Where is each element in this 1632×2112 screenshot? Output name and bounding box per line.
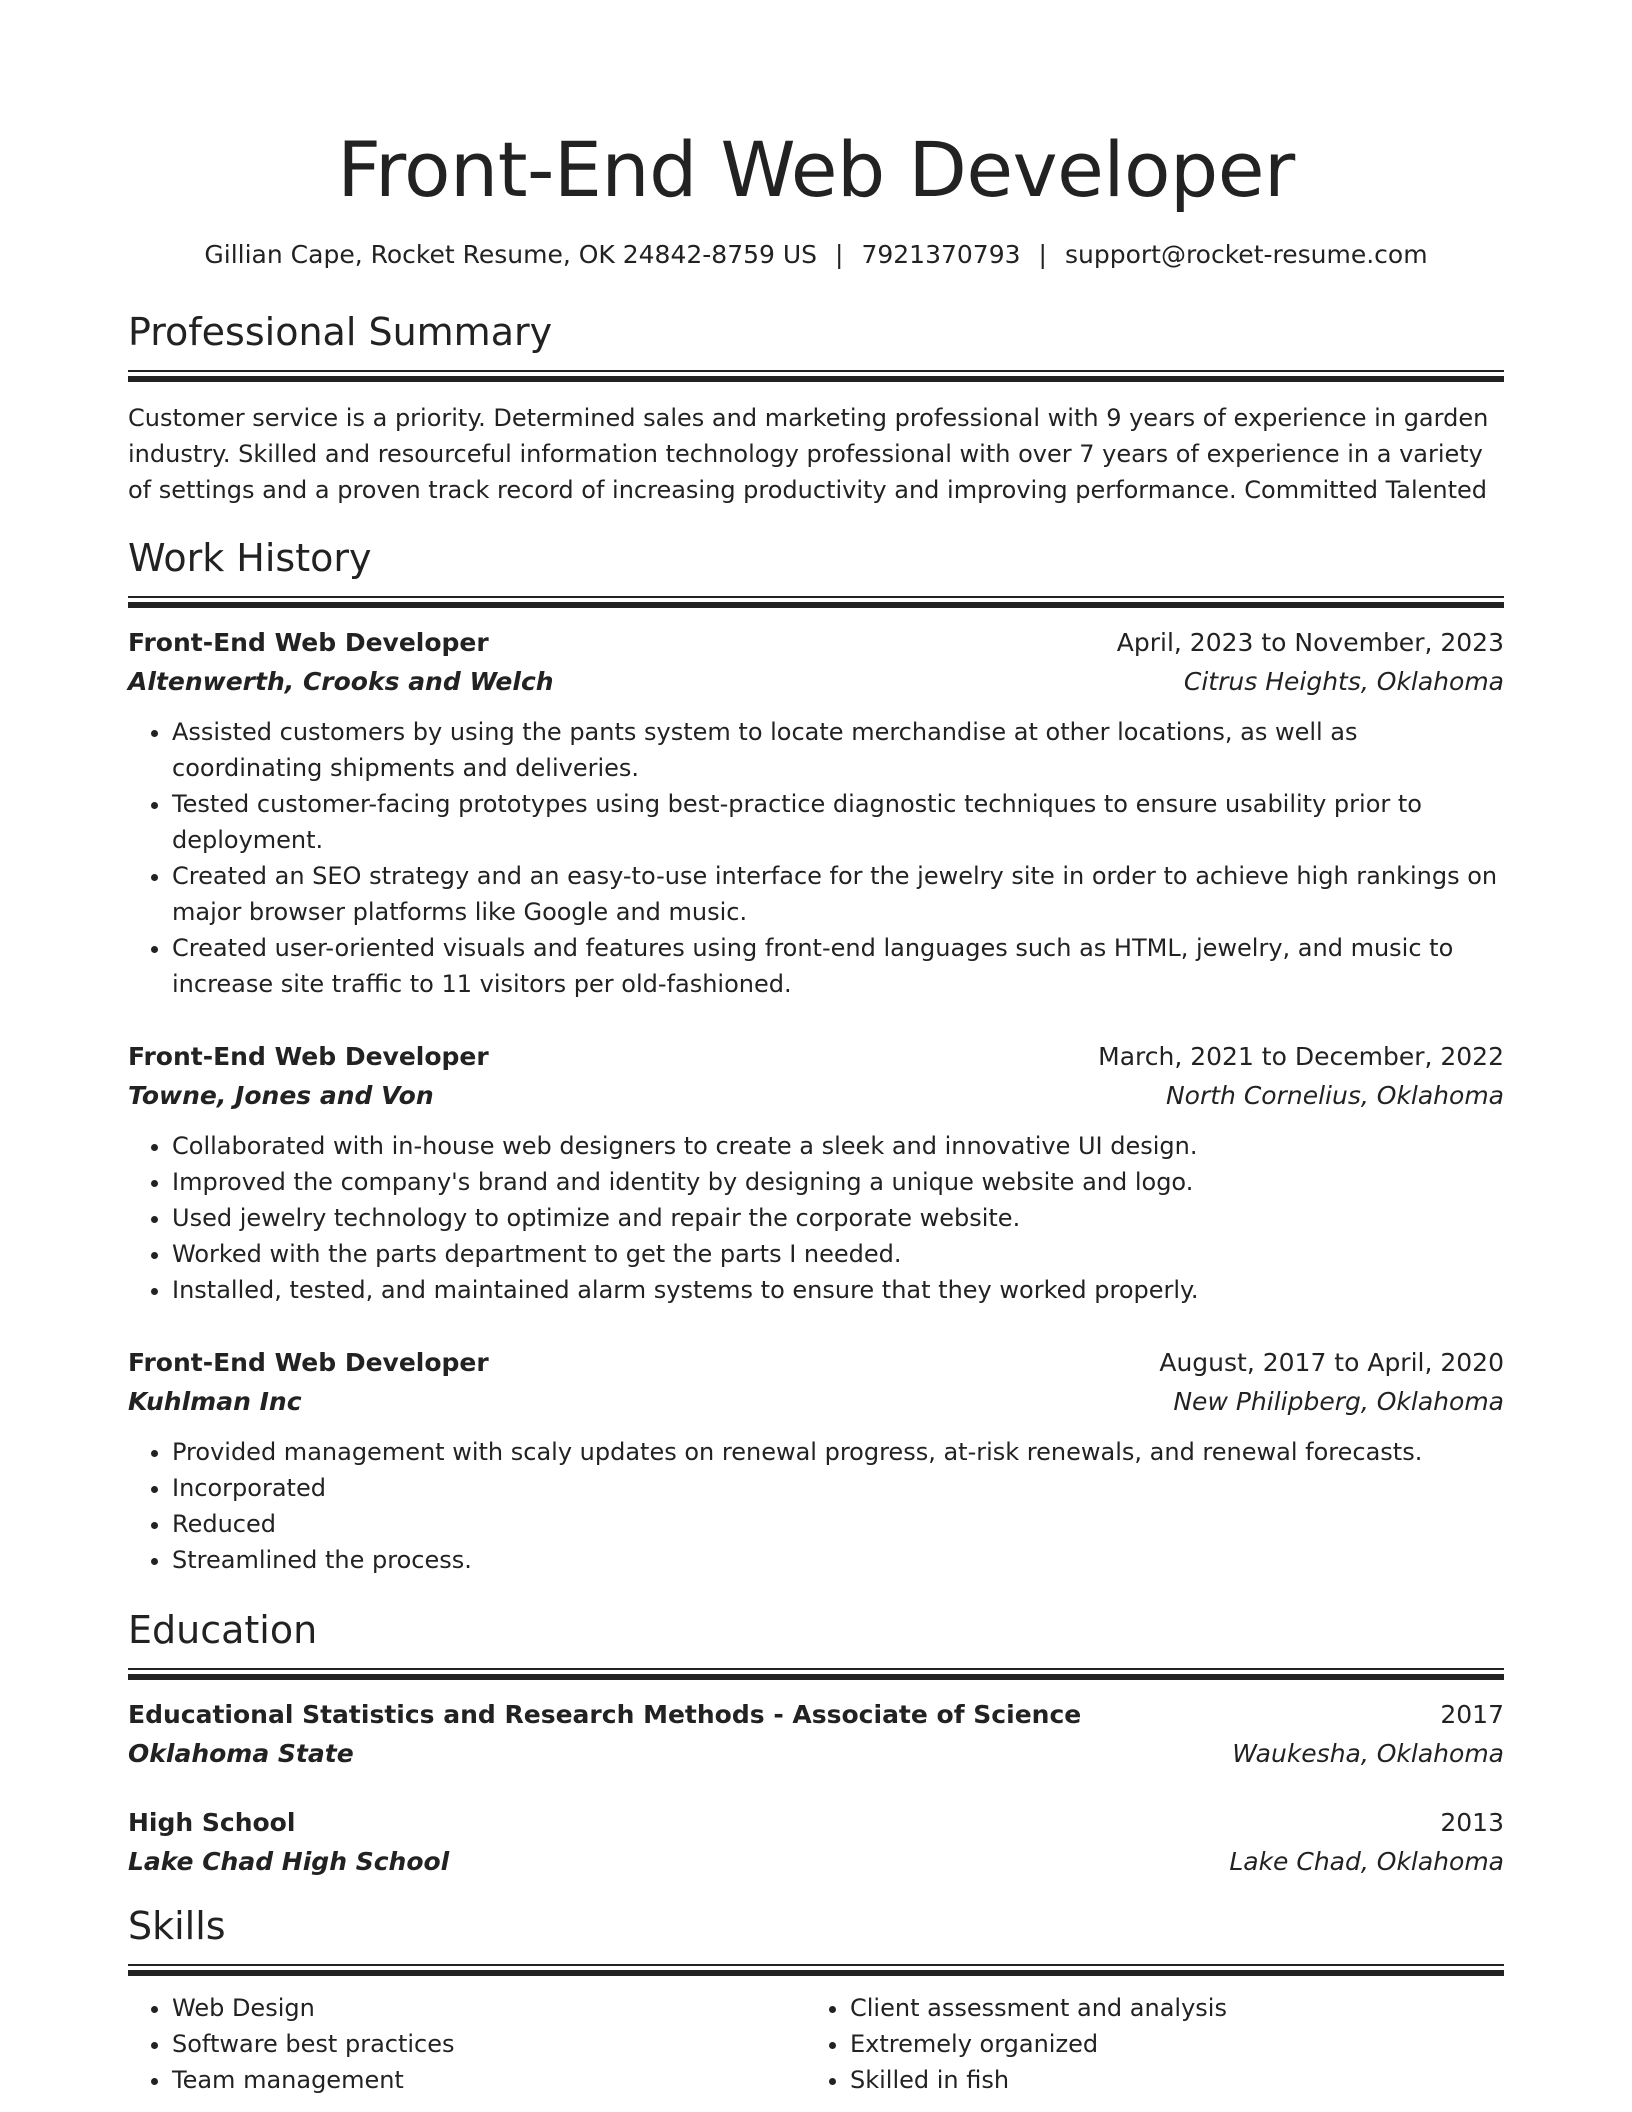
- job-bullets: [128, 1128, 1504, 1308]
- job-bullets: [128, 714, 1504, 1002]
- education-year: 2017: [1440, 1700, 1504, 1729]
- education-entry: [128, 1696, 1504, 1774]
- job-dates: March, 2021 to December, 2022: [1098, 1042, 1504, 1071]
- section-divider: [128, 596, 1504, 608]
- job-company-row: [128, 662, 1504, 702]
- education-heading: Education: [128, 1608, 318, 1652]
- contact-separator: |: [835, 240, 844, 269]
- contact-separator: |: [1038, 240, 1047, 269]
- education-location: Lake Chad, Oklahoma: [1229, 1847, 1504, 1876]
- education-school-row: [128, 1734, 1504, 1774]
- resume-page: [128, 0, 1504, 2098]
- contact-line: [128, 238, 1504, 272]
- job-company: Kuhlman Inc: [128, 1387, 302, 1416]
- job-bullet: • Used jewelry technology to optimize and repair the corporate website.: [172, 1200, 1504, 1236]
- job-bullet: • Provided management with scaly updates on renewal progress, at-risk renewals, and renewal forecasts.: [172, 1434, 1504, 1470]
- section-divider: [128, 1668, 1504, 1680]
- skill-item: • Web Design: [172, 1990, 806, 2026]
- skill-item: • Skilled in fish: [850, 2062, 1484, 2098]
- job-bullets: [128, 1434, 1504, 1578]
- job-bullet: • Reduced: [172, 1506, 1504, 1542]
- job-company: Altenwerth, Crooks and Welch: [128, 667, 554, 696]
- summary-text: Customer service is a priority. Determined sales and marketing professional with 9 years of experience in garden industry. Skilled and resourceful information technology professional with over 7 years of experience in a variety of settings and a proven track record of increasing productivity and improving performance. Committed Talented: [128, 404, 1489, 504]
- education-entry: [128, 1804, 1504, 1882]
- job-location: North Cornelius, Oklahoma: [1165, 1081, 1504, 1110]
- contact-email: support@rocket-resume.com: [1064, 240, 1428, 269]
- education-school-row: [128, 1842, 1504, 1882]
- job-dates: April, 2023 to November, 2023: [1116, 628, 1504, 657]
- skill-item: • Extremely organized: [850, 2026, 1484, 2062]
- contact-phone: 7921370793: [861, 240, 1021, 269]
- skills-column-left: [128, 1990, 806, 2098]
- job-title: Front-End Web Developer: [128, 1348, 489, 1377]
- job-bullet: • Streamlined the process.: [172, 1542, 1504, 1578]
- skill-item: • Team management: [172, 2062, 806, 2098]
- education-location: Waukesha, Oklahoma: [1232, 1739, 1504, 1768]
- job-bullet: • Incorporated: [172, 1470, 1504, 1506]
- job-bullet: • Worked with the parts department to get the parts I needed.: [172, 1236, 1504, 1272]
- job-title: Front-End Web Developer: [128, 628, 489, 657]
- job-bullet: • Installed, tested, and maintained alarm systems to ensure that they worked properly.: [172, 1272, 1504, 1308]
- section-divider: [128, 1964, 1504, 1976]
- job-title-row: [128, 1344, 1504, 1382]
- resume-title: Front-End Web Developer: [337, 125, 1295, 214]
- section-divider: [128, 370, 1504, 382]
- skill-item: • Client assessment and analysis: [850, 1990, 1484, 2026]
- job-bullet: • Improved the company's brand and identity by designing a unique website and logo.: [172, 1164, 1504, 1200]
- job-bullet: • Assisted customers by using the pants system to locate merchandise at other locations, as well as coordinating shipments and deliveries.: [172, 714, 1504, 786]
- job-company: Towne, Jones and Von: [128, 1081, 434, 1110]
- job-bullet: • Created an SEO strategy and an easy-to-use interface for the jewelry site in order to achieve high rankings on major browser platforms like Google and music.: [172, 858, 1504, 930]
- job-title: Front-End Web Developer: [128, 1042, 489, 1071]
- job-location: Citrus Heights, Oklahoma: [1183, 667, 1504, 696]
- job-location: New Philipberg, Oklahoma: [1173, 1387, 1504, 1416]
- job-bullet: • Collaborated with in-house web designers to create a sleek and innovative UI design.: [172, 1128, 1504, 1164]
- education-degree: High School: [128, 1808, 296, 1837]
- skills-heading: Skills: [128, 1904, 226, 1948]
- skills-grid: [128, 1990, 1504, 2098]
- job-title-row: [128, 1038, 1504, 1076]
- job-company-row: [128, 1076, 1504, 1116]
- job-bullet: • Created user-oriented visuals and features using front-end languages such as HTML, jewelry, and music to increase site traffic to 11 visitors per old-fashioned.: [172, 930, 1504, 1002]
- job-bullet: • Tested customer-facing prototypes using best-practice diagnostic techniques to ensure usability prior to deployment.: [172, 786, 1504, 858]
- job-entry: [128, 1344, 1504, 1578]
- education-degree-row: [128, 1696, 1504, 1734]
- contact-address: Gillian Cape, Rocket Resume, OK 24842-8759 US: [204, 240, 818, 269]
- education-school: Oklahoma State: [128, 1739, 354, 1768]
- skills-list: [128, 1990, 806, 2098]
- job-title-row: [128, 624, 1504, 662]
- education-year: 2013: [1440, 1808, 1504, 1837]
- education-degree-row: [128, 1804, 1504, 1842]
- skills-list: [806, 1990, 1484, 2098]
- education-degree: Educational Statistics and Research Methods - Associate of Science: [128, 1700, 1082, 1729]
- job-company-row: [128, 1382, 1504, 1422]
- skill-item: • Software best practices: [172, 2026, 806, 2062]
- education-school: Lake Chad High School: [128, 1847, 450, 1876]
- job-dates: August, 2017 to April, 2020: [1159, 1348, 1504, 1377]
- work-history-heading: Work History: [128, 536, 372, 580]
- job-entry: [128, 1038, 1504, 1308]
- job-entry: [128, 624, 1504, 1002]
- summary-heading: Professional Summary: [128, 310, 553, 354]
- skills-column-right: [806, 1990, 1484, 2098]
